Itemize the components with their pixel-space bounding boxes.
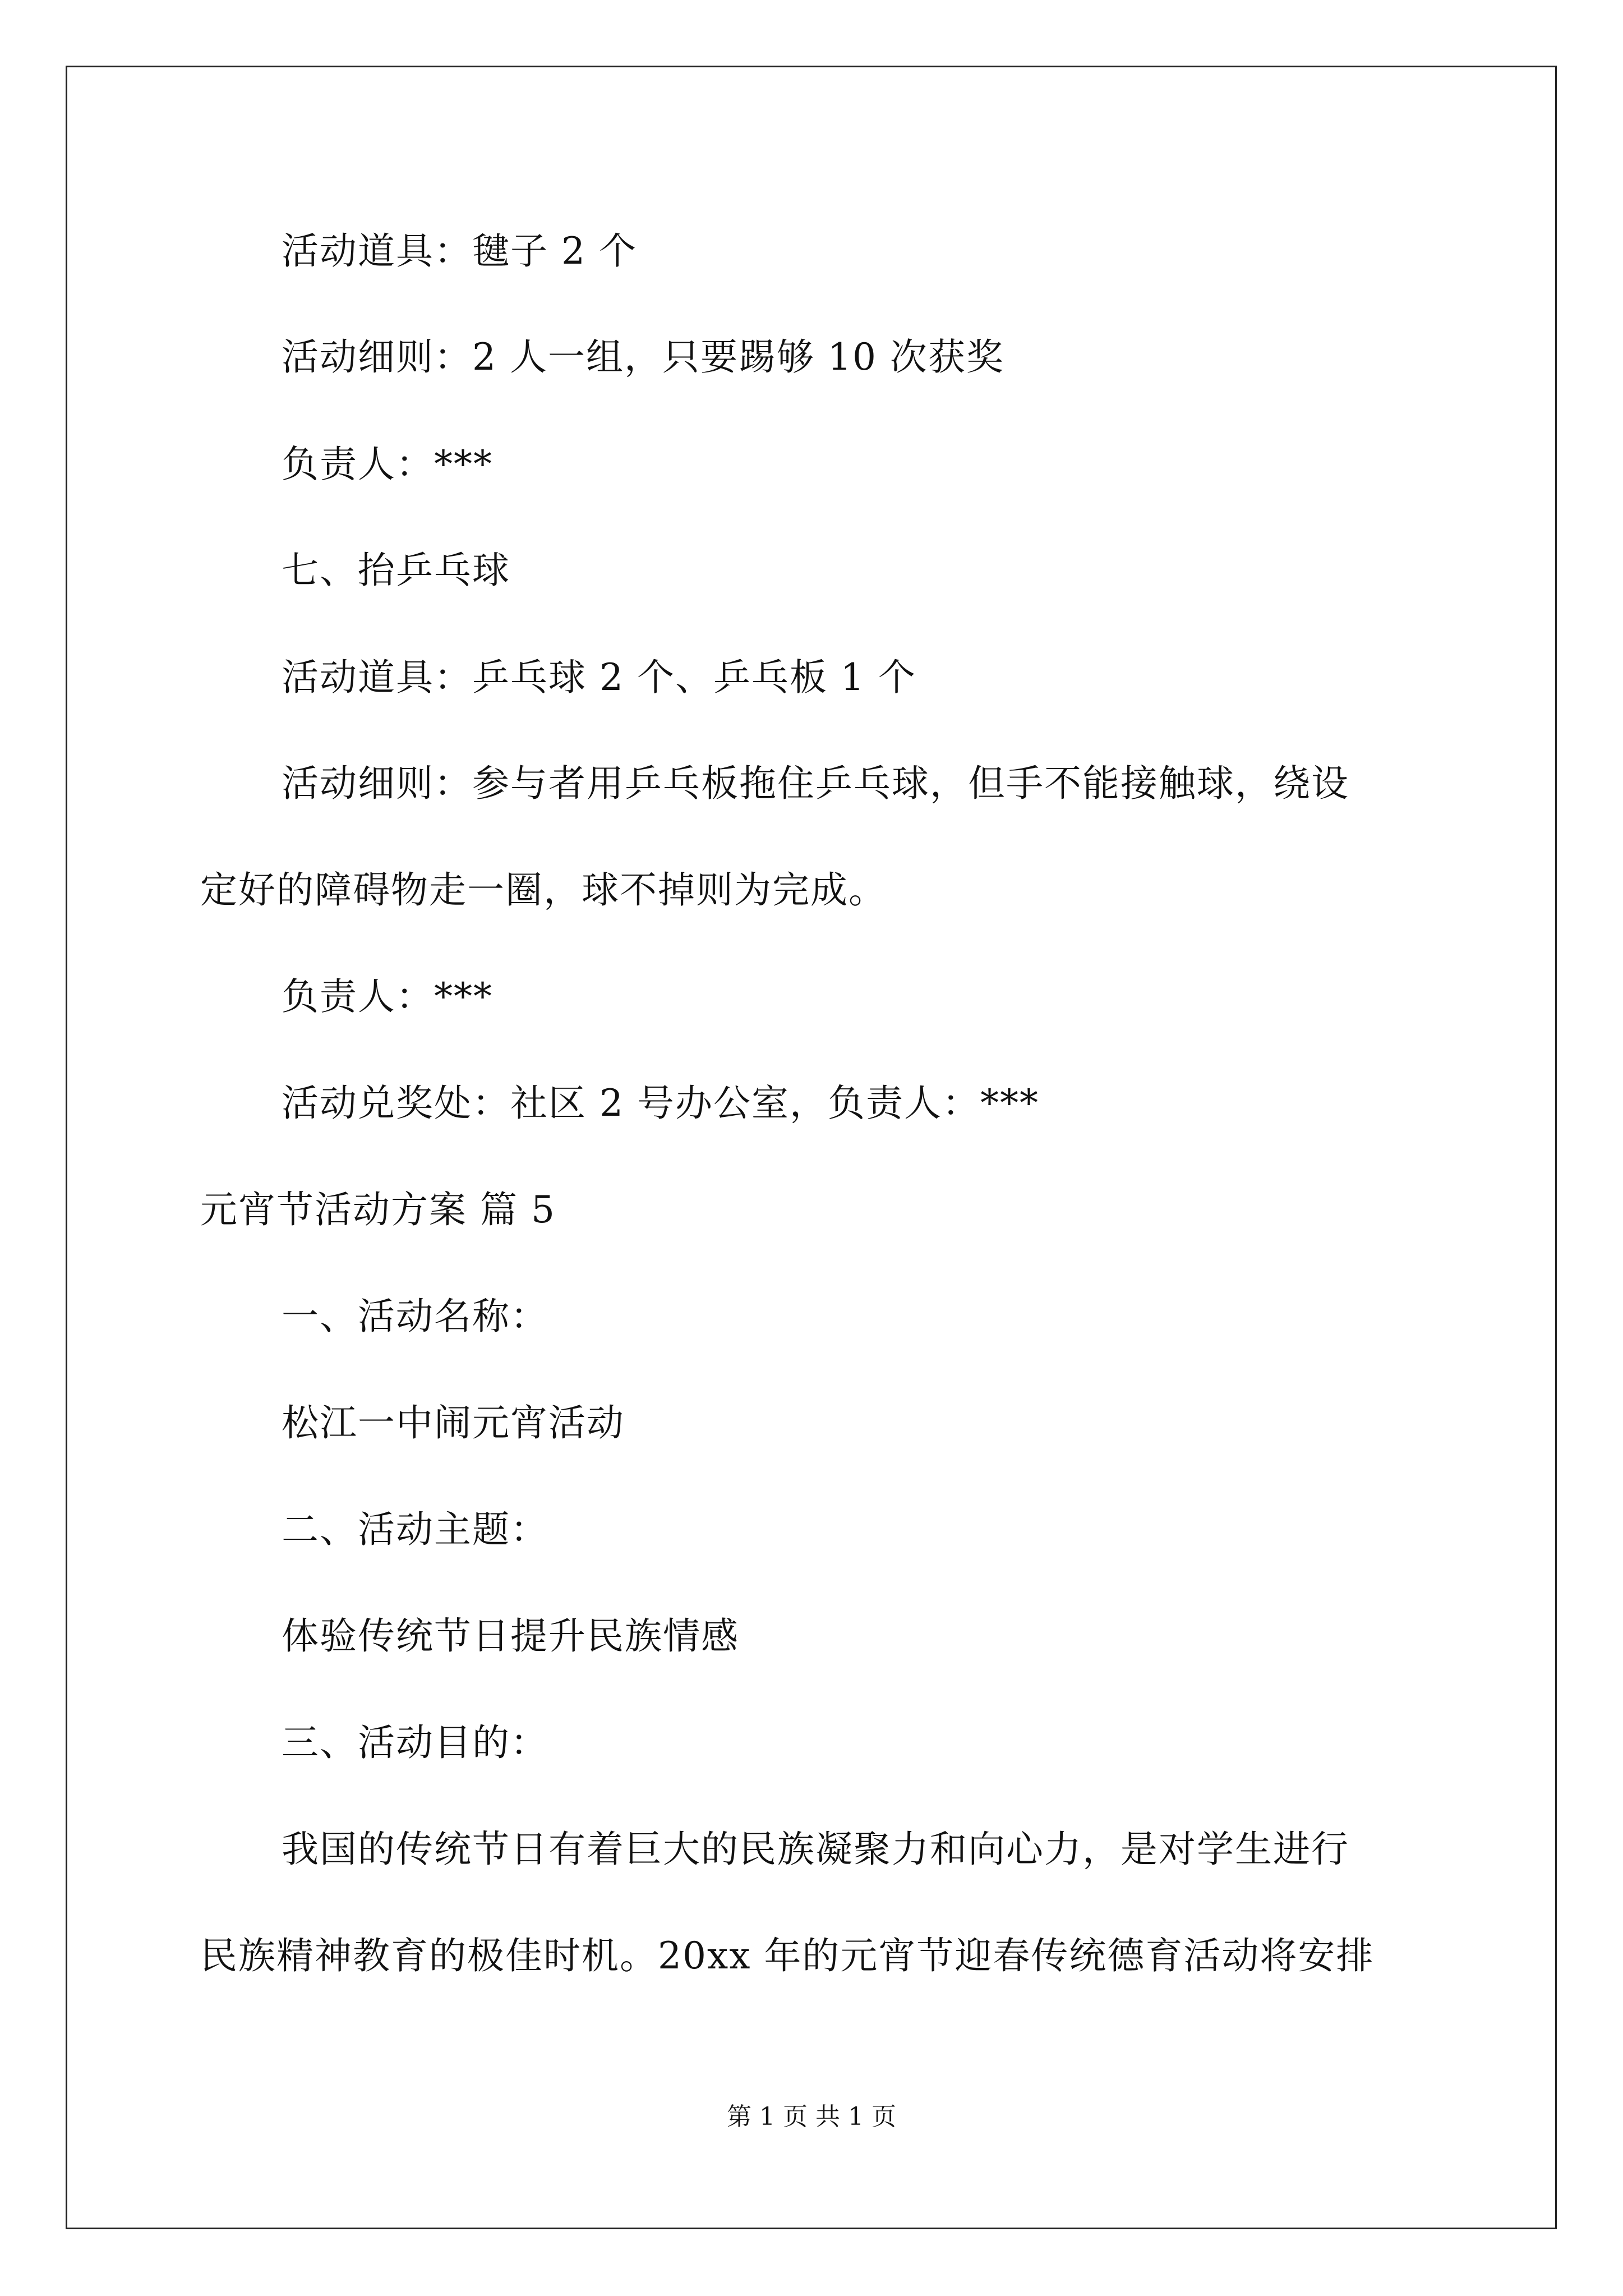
owner-line: 负责人：*** [282,975,493,1018]
section-heading: 二、活动主题： [282,1508,548,1551]
rules-line: 活动细则：2 人一组，只要踢够 10 次获奖 [282,335,1004,379]
section-heading: 一、活动名称： [282,1295,548,1338]
page-number-footer: 第 1 页 共 1 页 [727,2102,896,2131]
section-heading: 三、活动目的： [282,1721,548,1764]
paragraph-line: 我国的传统节日有着巨大的民族凝聚力和向心力，是对学生进行 [282,1828,1349,1871]
owner-line: 负责人：*** [282,443,493,486]
rules-line: 活动细则：参与者用乒乓板拖住乒乓球，但手不能接触球，绕设 [282,762,1349,805]
paragraph-line: 体验传统节日提升民族情感 [282,1614,739,1658]
paragraph-line-continued: 民族精神教育的极佳时机。20xx 年的元宵节迎春传统德育活动将安排 [200,1934,1375,1977]
section-heading: 七、抬乒乓球 [282,549,510,592]
prize-location-line: 活动兑奖处：社区 2 号办公室，负责人：*** [282,1082,1039,1125]
chapter-title: 元宵节活动方案 篇 5 [200,1188,556,1231]
page-border [66,66,1557,2229]
rules-line-continued: 定好的障碍物走一圈，球不掉则为完成。 [200,868,887,912]
paragraph-line: 松江一中闹元宵活动 [282,1401,625,1444]
props-line: 活动道具：乒乓球 2 个、乒乓板 1 个 [282,656,916,699]
props-line: 活动道具：毽子 2 个 [282,229,637,273]
